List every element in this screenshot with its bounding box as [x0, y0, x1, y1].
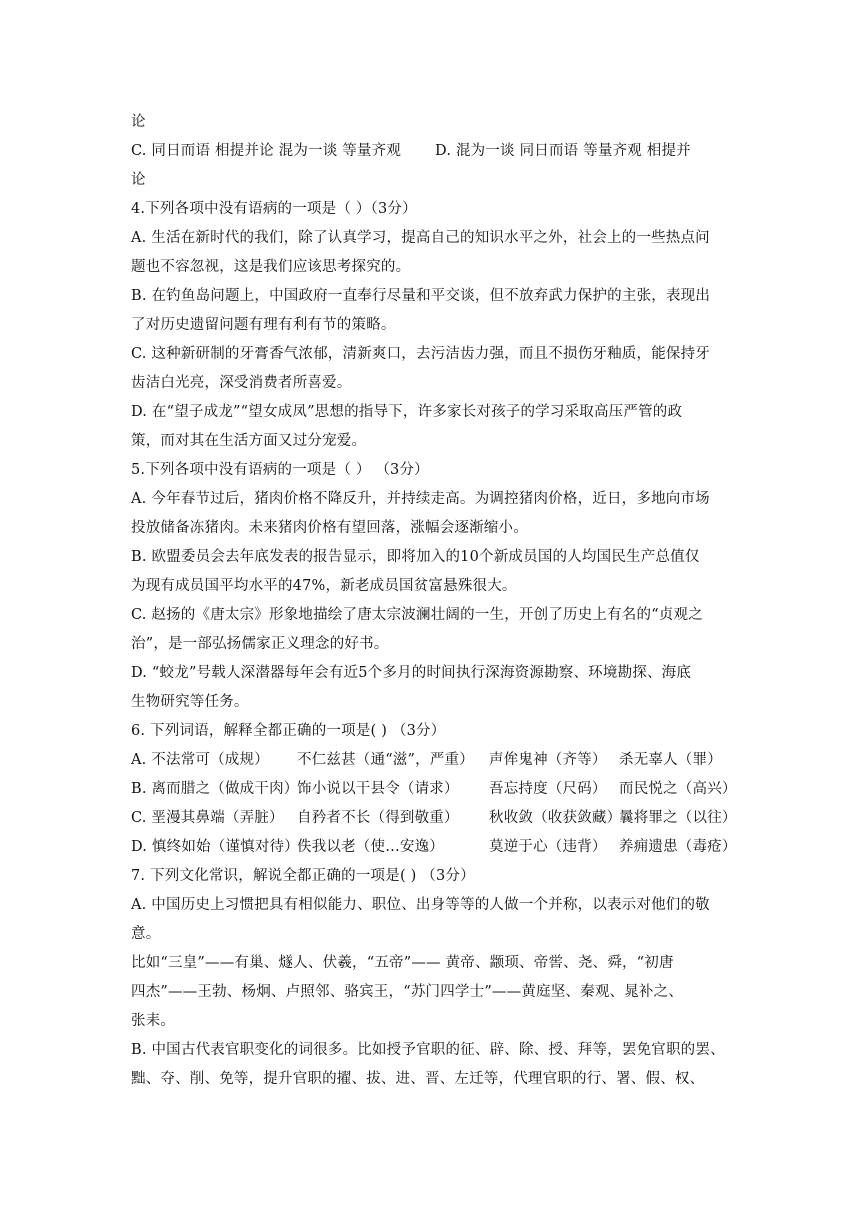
- q6-d-item4: 养痈遗患（毒疮）: [619, 839, 737, 855]
- q3-options-row: [131, 137, 741, 166]
- q6-option-d-row: [131, 833, 741, 862]
- q5-option-d-line1: D. “蛟龙”号载人深潜器每年会有近5个多月的时间执行深海资源勘察、环境勘探、海底: [131, 665, 692, 681]
- q5-option-d-line2: 生物研究等任务。: [131, 694, 249, 710]
- q6-a-item3: 声侔鬼神（齐等）: [489, 752, 607, 768]
- q7-option-a-line3: 比如“三皇”——有巢、燧人、伏羲，“五帝”—— 黄帝、颛顼、帝喾、尧、舜，“初唐: [131, 955, 674, 971]
- document-body: [131, 108, 741, 1094]
- q6-option-a-row: [131, 746, 741, 775]
- q7-option-a-line1: A. 中国历史上习惯把具有相似能力、职位、出身等等的人做一个并称，以表示对他们的敬: [131, 897, 710, 913]
- q6-d-item3: 莫逆于心（违背）: [489, 839, 607, 855]
- q6-option-b-row: [131, 775, 741, 804]
- q6-d-item2: 佚我以老（使…安逸）: [297, 839, 444, 855]
- question-6-title: 6. 下列词语，解释全都正确的一项是( ) （3分）: [131, 723, 446, 739]
- text-line: 论: [131, 172, 146, 188]
- q6-c-item3: 秋收敛（收获敛藏）: [489, 810, 622, 826]
- q6-c-item4: 曩将罪之（以往）: [619, 810, 737, 826]
- q5-option-b-line2: 为现有成员国平均水平的47%，新老成员国贫富悬殊很大。: [131, 578, 517, 594]
- q5-option-c-line2: 治”，是一部弘扬儒家正义理念的好书。: [131, 636, 389, 652]
- q4-option-a-line1: A. 生活在新时代的我们，除了认真学习，提高自己的知识水平之外，社会上的一些热点问: [131, 230, 710, 246]
- q6-c-item1: C. 垩漫其鼻端（弄脏）: [131, 810, 284, 826]
- q7-option-b-line2: 黜、夺、削、免等，提升官职的擢、拔、进、晋、左迁等，代理官职的行、署、假、权、: [131, 1071, 705, 1087]
- q5-option-a-line1: A. 今年春节过后，猪肉价格不降反升，并持续走高。为调控猪肉价格，近日，多地向市场: [131, 491, 710, 507]
- q4-option-c-line1: C. 这种新研制的牙膏香气浓郁，清新爽口，去污洁齿力强，而且不损伤牙釉质，能保持牙: [131, 346, 710, 362]
- q4-option-b-line2: 了对历史遗留问题有理有利有节的策略。: [131, 317, 396, 333]
- q5-option-c-line1: C. 赵扬的《唐太宗》形象地描绘了唐太宗波澜壮阔的一生，开创了历史上有名的“贞观之: [131, 607, 703, 623]
- q6-b-item4: 而民悦之（高兴）: [619, 781, 737, 797]
- q6-c-item2: 自矜者不长（得到敬重）: [297, 810, 459, 826]
- q4-option-a-line2: 题也不容忽视，这是我们应该思考探究的。: [131, 259, 411, 275]
- q7-option-b-line1: B. 中国古代表官职变化的词很多。比如授予官职的征、辟、除、授、拜等，罢免官职的罢、: [131, 1042, 725, 1058]
- q4-option-c-line2: 齿洁白光亮，深受消费者所喜爱。: [131, 375, 352, 391]
- q4-option-b-line1: B. 在钓鱼岛问题上，中国政府一直奉行尽量和平交谈，但不放弃武力保护的主张，表现出: [131, 288, 711, 304]
- q6-option-c-row: [131, 804, 741, 833]
- q6-a-item1: A. 不法常可（成规）: [131, 752, 269, 768]
- q5-option-b-line1: B. 欧盟委员会去年底发表的报告显示，即将加入的10个新成员国的人均国民生产总值仅: [131, 549, 700, 565]
- q6-b-item3: 吾忘持度（尺码）: [489, 781, 607, 797]
- q7-option-a-line5: 张耒。: [131, 1013, 176, 1029]
- q4-option-d-line2: 策，而对其在生活方面又过分宠爱。: [131, 433, 367, 449]
- q6-b-item1: B. 离而腊之（做成干肉）: [131, 781, 299, 797]
- q6-d-item1: D. 慎终如始（谨慎对待）: [131, 839, 299, 855]
- q6-b-item2: 饰小说以干县令（请求）: [297, 781, 459, 797]
- option-d: D. 混为一谈 同日而语 等量齐观 相提并: [435, 143, 691, 159]
- option-c: C. 同日而语 相提并论 混为一谈 等量齐观: [131, 143, 402, 159]
- question-4-title: 4.下列各项中没有语病的一项是（ ）（3分）: [131, 201, 417, 217]
- q6-a-item2: 不仁兹甚（通“滋”，严重）: [297, 752, 474, 768]
- text-line: 论: [131, 114, 146, 130]
- q5-option-a-line2: 投放储备冻猪肉。未来猪肉价格有望回落，涨幅会逐渐缩小。: [131, 520, 528, 536]
- question-5-title: 5.下列各项中没有语病的一项是（ ） （3分）: [131, 462, 429, 478]
- q7-option-a-line4: 四杰”——王勃、杨炯、卢照邻、骆宾王，“苏门四学士”——黄庭坚、秦观、晁补之、: [131, 984, 684, 1000]
- q4-option-d-line1: D. 在“望子成龙”“望女成凤”思想的指导下，许多家长对孩子的学习采取高压严管的政: [131, 404, 683, 420]
- question-7-title: 7. 下列文化常识，解说全都正确的一项是( ) （3分）: [131, 868, 475, 884]
- q7-option-a-line2: 意。: [131, 926, 161, 942]
- q6-a-item4: 杀无辜人（罪）: [619, 752, 722, 768]
